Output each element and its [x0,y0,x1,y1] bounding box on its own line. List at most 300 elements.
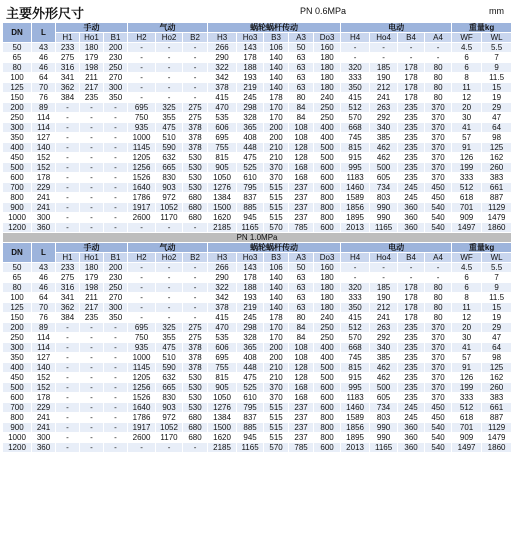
table-cell: 6 [452,283,482,293]
table-cell: 815 [208,153,237,163]
table-cell: 885 [237,203,264,213]
table-cell: 680 [183,433,208,443]
table-cell: 570 [341,113,370,123]
table-row [3,113,512,123]
table-cell: 80 [425,83,452,93]
table-cell: 600 [314,393,341,403]
col-header: Ho1 [80,33,104,43]
table-row [3,43,512,53]
table-cell: 1860 [482,443,512,453]
col-header: Ho2 [156,33,183,43]
table-row [3,83,512,93]
col-header: H3 [208,253,237,263]
table-cell: 322 [208,283,237,293]
table-cell: - [104,333,128,343]
col-header: A3 [289,33,314,43]
group-header-row [3,23,512,33]
table-cell: 515 [264,193,289,203]
table-cell: 125 [482,143,512,153]
table-cell: - [56,123,80,133]
table-row [3,213,512,223]
table-cell: 1620 [208,213,237,223]
table-cell: 143 [237,263,264,273]
page-header [0,0,512,22]
table-cell: 200 [3,103,32,113]
table-cell: - [341,53,370,63]
table-cell: 235 [398,173,425,183]
table-cell: 237 [289,183,314,193]
table-cell: - [104,143,128,153]
table-cell: 570 [341,333,370,343]
table-cell: 450 [3,373,32,383]
group-pneumatic: 气动 [128,243,208,253]
table-cell: - [56,443,80,453]
table-cell: 6 [452,53,482,63]
table-cell: 360 [398,223,425,233]
table-cell: 408 [237,133,264,143]
table-cell: 500 [314,143,341,153]
table-cell: 140 [264,73,289,83]
table-cell: 935 [128,123,156,133]
group-electric: 电动 [341,23,452,33]
table-cell: 237 [289,423,314,433]
col-header: H1 [56,253,80,263]
table-cell: - [128,313,156,323]
table-cell: 1589 [341,413,370,423]
table-cell: 15 [482,303,512,313]
table-cell: 91 [452,363,482,373]
table-cell: 127 [32,133,56,143]
table-cell: 63 [289,293,314,303]
table-cell: 210 [264,373,289,383]
table-cell: 127 [32,353,56,363]
col-header: B2 [183,33,208,43]
table-cell: 2600 [128,213,156,223]
table-cell: 1165 [237,223,264,233]
table-cell: 152 [32,383,56,393]
table-cell: 210 [264,143,289,153]
table-cell: 1145 [128,143,156,153]
table-cell: 475 [156,343,183,353]
table-row [3,313,512,323]
table-cell: 1856 [341,203,370,213]
table-cell: - [104,133,128,143]
table-cell: 668 [341,343,370,353]
table-cell: 50 [289,263,314,273]
table-cell: 600 [314,173,341,183]
table-cell: 370 [425,373,452,383]
table-cell: - [128,263,156,273]
table-cell: 250 [104,283,128,293]
table-cell: 180 [314,303,341,313]
table-cell: 475 [237,373,264,383]
table-cell: 370 [425,323,452,333]
table-cell: 530 [183,163,208,173]
table-cell: 46 [32,63,56,73]
table-cell: 1479 [482,213,512,223]
table-cell: 152 [32,153,56,163]
table-cell: 180 [314,273,341,283]
table-cell: 1183 [341,173,370,183]
table-cell: 995 [341,383,370,393]
table-row [3,53,512,63]
table-cell: 680 [183,193,208,203]
table-row [3,273,512,283]
table-cell: 370 [264,163,289,173]
table-cell: 80 [425,73,452,83]
table-cell: 800 [314,433,341,443]
table-cell: 1620 [208,433,237,443]
table-cell: 815 [341,363,370,373]
table-cell: 298 [237,323,264,333]
table-cell: 1460 [341,403,370,413]
col-header: Ho3 [237,33,264,43]
col-header: H2 [128,253,156,263]
table-cell: - [183,313,208,323]
table-cell: 800 [3,193,32,203]
dimension-table [2,22,512,453]
table-cell: 795 [237,183,264,193]
table-cell: 355 [156,113,183,123]
table-cell: - [183,293,208,303]
table-cell: 415 [208,313,237,323]
table-cell: - [56,383,80,393]
table-cell: 100 [3,73,32,83]
table-cell: 668 [341,123,370,133]
table-cell: 600 [314,163,341,173]
table-cell: 935 [128,343,156,353]
group-worm: 蜗轮蜗杆传动 [208,243,341,253]
table-cell: - [183,43,208,53]
table-cell: 235 [398,163,425,173]
table-cell: 1917 [128,203,156,213]
table-cell: - [56,393,80,403]
table-cell: - [56,173,80,183]
table-cell: 378 [183,143,208,153]
table-cell: 900 [3,203,32,213]
table-cell: 370 [425,123,452,133]
table-cell: 80 [3,63,32,73]
table-cell: 680 [183,423,208,433]
table-cell: 63 [289,303,314,313]
table-cell: 945 [237,433,264,443]
table-cell: 50 [3,263,32,273]
table-cell: 803 [370,413,398,423]
table-cell: 515 [264,203,289,213]
table-cell: 152 [32,163,56,173]
table-cell: - [128,63,156,73]
table-cell: - [104,153,128,163]
table-cell: 462 [370,143,398,153]
table-cell: 84 [289,323,314,333]
table-cell: 178 [398,93,425,103]
table-cell: - [80,163,104,173]
pn-label: PN 1.0MPa [3,233,512,243]
table-cell: 41 [452,343,482,353]
table-cell: - [56,403,80,413]
col-header: B2 [183,253,208,263]
table-cell: 535 [208,113,237,123]
table-cell: 342 [208,293,237,303]
table-cell: 370 [425,153,452,163]
table-cell: - [104,373,128,383]
table-cell: 803 [370,193,398,203]
table-cell: 41 [452,123,482,133]
table-cell: 178 [398,83,425,93]
table-cell: - [183,263,208,273]
table-cell: 462 [370,373,398,383]
table-cell: 606 [208,123,237,133]
table-cell: 108 [289,343,314,353]
table-cell: 29 [482,323,512,333]
table-cell: 170 [264,113,289,123]
table-cell: 11 [452,83,482,93]
table-cell: 70 [32,303,56,313]
table-cell: 540 [425,213,452,223]
table-cell: 275 [183,103,208,113]
table-cell: - [104,393,128,403]
table-cell: 887 [482,193,512,203]
table-cell: 76 [32,93,56,103]
table-cell: - [128,283,156,293]
table-cell: 292 [370,113,398,123]
table-cell: 180 [80,43,104,53]
table-cell: - [341,43,370,53]
table-row [3,293,512,303]
table-cell: - [80,113,104,123]
table-cell: 365 [237,123,264,133]
table-row [3,173,512,183]
table-cell: - [128,293,156,303]
table-cell: - [80,103,104,113]
table-cell: 8 [452,293,482,303]
table-cell: 370 [425,343,452,353]
table-cell: 1170 [156,433,183,443]
table-cell: 162 [482,153,512,163]
table-cell: 340 [370,123,398,133]
table-cell: 91 [452,143,482,153]
table-cell: 909 [452,213,482,223]
table-cell: 695 [208,133,237,143]
table-cell: 190 [370,73,398,83]
table-cell: 241 [370,93,398,103]
table-cell: 125 [3,83,32,93]
table-cell: - [104,443,128,453]
table-row [3,373,512,383]
table-cell: 618 [452,193,482,203]
table-cell: 9 [482,283,512,293]
col-header: B1 [104,253,128,263]
table-cell: 198 [80,283,104,293]
table-cell: 1497 [452,223,482,233]
table-cell: 450 [3,153,32,163]
table-cell: - [183,53,208,63]
table-cell: 1640 [128,403,156,413]
table-cell: 114 [32,333,56,343]
group-header-row [3,243,512,253]
table-cell: 180 [314,83,341,93]
table-cell: - [156,263,183,273]
table-cell: 333 [452,173,482,183]
table-cell: 408 [237,353,264,363]
table-cell: 46 [32,53,56,63]
table-cell: 180 [314,293,341,303]
table-cell: 80 [425,303,452,313]
table-cell: 63 [289,63,314,73]
table-cell: - [398,263,425,273]
table-cell: 370 [425,333,452,343]
table-cell: 180 [314,283,341,293]
table-cell: 1500 [208,423,237,433]
table-cell: 830 [156,393,183,403]
table-cell: 540 [425,433,452,443]
table-cell: - [425,43,452,53]
table-cell: - [80,123,104,133]
table-cell: 1000 [128,133,156,143]
table-cell: 500 [314,373,341,383]
table-cell: 2013 [341,223,370,233]
table-cell: 237 [289,213,314,223]
table-cell: 1917 [128,423,156,433]
table-cell: 245 [398,193,425,203]
table-cell: 178 [398,63,425,73]
table-cell: 65 [3,53,32,63]
table-cell: - [156,293,183,303]
table-cell: 535 [208,333,237,343]
col-header: WF [452,33,482,43]
table-row [3,63,512,73]
table-cell: 263 [370,103,398,113]
table-cell: - [80,363,104,373]
table-cell: 755 [208,363,237,373]
table-cell: 800 [3,413,32,423]
table-cell: 250 [314,113,341,123]
table-cell: 168 [289,163,314,173]
table-cell: 605 [370,393,398,403]
table-cell: 909 [452,433,482,443]
table-cell: 990 [370,213,398,223]
table-cell: 500 [3,383,32,393]
table-cell: 300 [3,343,32,353]
table-cell: 745 [341,133,370,143]
table-cell: - [104,103,128,113]
table-cell: 250 [314,333,341,343]
table-cell: 193 [237,293,264,303]
table-cell: 260 [482,383,512,393]
table-cell: 210 [264,153,289,163]
table-cell: 1165 [370,443,398,453]
table-cell: 229 [32,403,56,413]
table-cell: 350 [341,303,370,313]
table-cell: 815 [341,143,370,153]
table-cell: 530 [183,183,208,193]
table-cell: 140 [264,293,289,303]
table-cell: 515 [264,213,289,223]
table-cell: 200 [264,353,289,363]
table-cell: 680 [183,413,208,423]
table-row [3,153,512,163]
table-cell: 400 [3,363,32,373]
table-cell: 995 [341,163,370,173]
table-cell: 385 [370,133,398,143]
table-cell: 384 [56,313,80,323]
table-cell: 178 [264,93,289,103]
table-cell: 885 [237,423,264,433]
table-row [3,413,512,423]
table-cell: 1276 [208,403,237,413]
table-cell: 108 [289,123,314,133]
table-cell: 80 [425,293,452,303]
table-cell: 178 [398,73,425,83]
table-cell: 600 [3,393,32,403]
table-cell: 1640 [128,183,156,193]
table-cell: 500 [314,363,341,373]
col-header: B1 [104,33,128,43]
table-cell: - [183,73,208,83]
table-cell: - [80,383,104,393]
table-row [3,203,512,213]
table-cell: 1895 [341,213,370,223]
table-cell: - [156,83,183,93]
table-cell: 322 [208,63,237,73]
table-cell: 341 [56,73,80,83]
table-cell: 1384 [208,413,237,423]
table-cell: 89 [32,323,56,333]
table-cell: 475 [156,123,183,133]
table-cell: - [104,113,128,123]
table-cell: 76 [32,313,56,323]
col-header: H2 [128,33,156,43]
table-cell: 80 [289,313,314,323]
table-cell: 512 [341,323,370,333]
table-cell: 370 [425,103,452,113]
table-cell: 152 [32,373,56,383]
table-cell: 1145 [128,363,156,373]
table-cell: 450 [425,413,452,423]
table-cell: 1129 [482,423,512,433]
table-cell: - [104,353,128,363]
table-cell: 370 [425,353,452,363]
table-cell: - [183,443,208,453]
table-cell: 2600 [128,433,156,443]
table-cell: 500 [370,383,398,393]
table-cell: 140 [264,83,289,93]
table-cell: 290 [208,273,237,283]
table-cell: 600 [314,403,341,413]
table-cell: 661 [482,183,512,193]
table-cell: 80 [425,283,452,293]
table-cell: 84 [289,113,314,123]
table-cell: - [156,93,183,103]
table-cell: 235 [398,373,425,383]
table-cell: - [56,373,80,383]
table-cell: 590 [156,143,183,153]
table-cell: 128 [289,363,314,373]
table-cell: 219 [237,83,264,93]
table-cell: 298 [237,103,264,113]
table-cell: - [425,53,452,63]
table-cell: 170 [264,323,289,333]
table-cell: - [80,183,104,193]
table-cell: 43 [32,263,56,273]
table-cell: - [156,273,183,283]
table-row [3,383,512,393]
table-cell: - [156,43,183,53]
table-cell: 128 [289,153,314,163]
table-cell: 235 [398,363,425,373]
col-header: Ho4 [370,253,398,263]
table-cell: 325 [156,103,183,113]
